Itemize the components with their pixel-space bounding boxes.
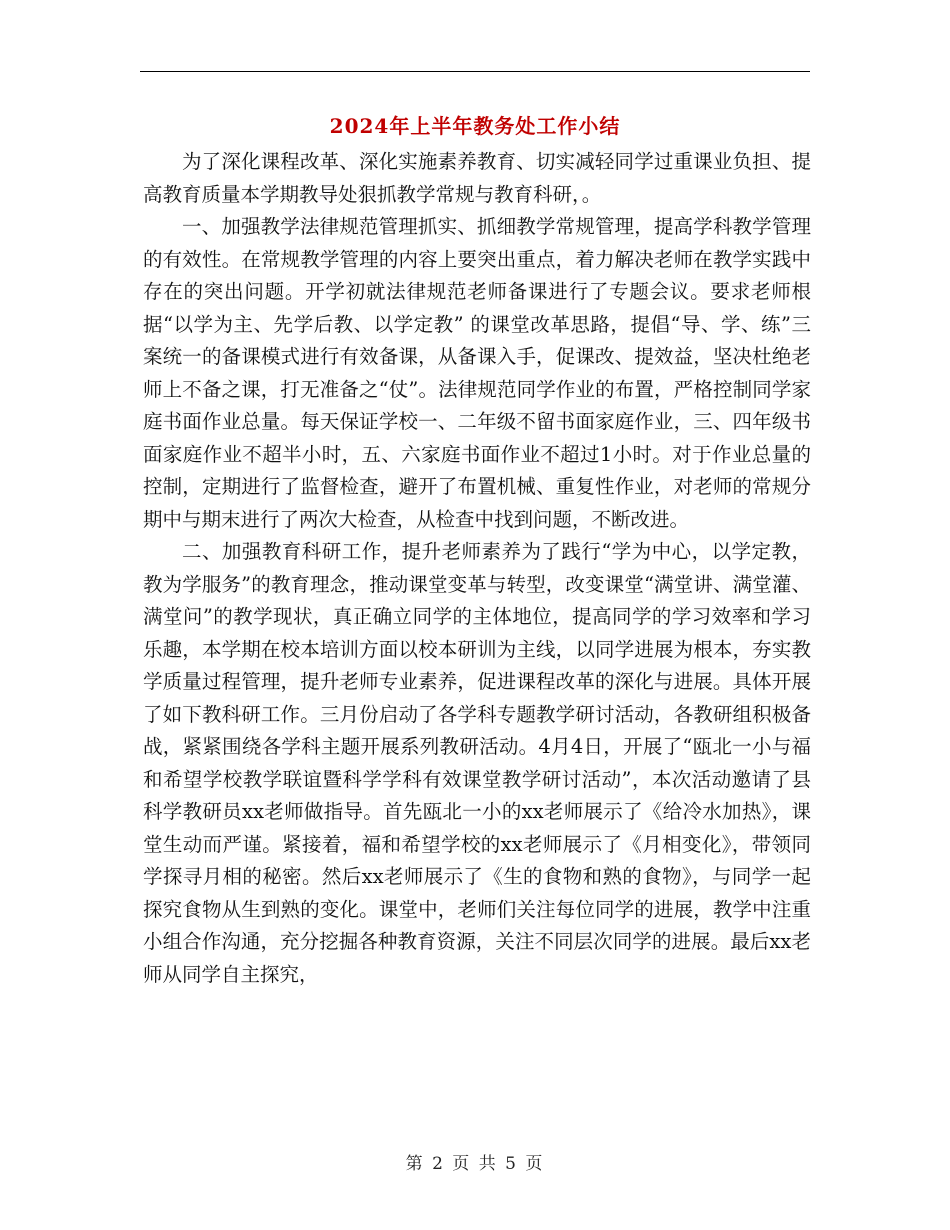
document-title: 2024年上半年教务处工作小结 — [329, 114, 621, 138]
paragraph-intro: 为了深化课程改革、深化实施素养教育、切实减轻同学过重课业负担、提高教育质量本学期教导处狠抓教学常规与教育科研，。 — [143, 150, 811, 206]
document-body — [143, 146, 811, 991]
paragraph-section-one: 一、加强教学法律规范管理抓实、抓细教学常规管理，提高学科教学管理的有效性。在常规教学管理的内容上要突出重点，着力解决老师在教学实践中存在的突出问题。开学初就法律规范老师备课进行了专题会议。要求老师根据“以学为主、先学后教、以学定教” 的课堂改革思路，提倡“导、学、练”三案统一的备课模式进行有效备课，从备课入手，促课改、提效益，坚决杜绝老师上不备之课，打无准备之“仗”。法律规范同学作业的布置，严格控制同学家庭书面作业总量。每天保证学校一、二年级不留书面家庭作业，三、四年级书面家庭作业不超半小时，五、六家庭书面作业不超过1小时。对于作业总量的控制，定期进行了监督检查，避开了布置机械、重复性作业，对老师的常规分期中与期末进行了两次大检查，从检查中找到问题，不断改进。 — [143, 215, 811, 531]
page-number-footer: 第 2 页 共 5 页 — [405, 1154, 545, 1174]
paragraph-section-two: 二、加强教育科研工作，提升老师素养为了践行“学为中心，以学定教，教为学服务”的教育理念，推动课堂变革与转型，改变课堂“满堂讲、满堂灌、满堂问”的教学现状，真正确立同学的主体地位，提高同学的学习效率和学习乐趣，本学期在校本培训方面以校本研训为主线，以同学进展为根本，夯实教学质量过程管理，提升老师专业素养，促进课程改革的深化与进展。具体开展了如下教科研工作。三月份启动了各学科专题教学研讨活动，各教研组积极备战，紧紧围绕各学科主题开展系列教研活动。4月4日，开展了“瓯北一小与福和希望学校教学联谊暨科学学科有效课堂教学研讨活动”，本次活动邀请了县科学教研员xx老师做指导。首先瓯北一小的xx老师展示了《给冷水加热》，课堂生动而严谨。紧接着，福和希望学校的xx老师展示了《月相变化》，带领同学探寻月相的秘密。然后xx老师展示了《生的食物和熟的食物》，与同学一起探究食物从生到熟的变化。课堂中，老师们关注每位同学的进展，教学中注重小组合作沟通，充分挖掘各种教育资源，关注不同层次同学的进展。最后xx老师从同学自主探究， — [143, 540, 811, 986]
header-rule — [140, 71, 810, 72]
